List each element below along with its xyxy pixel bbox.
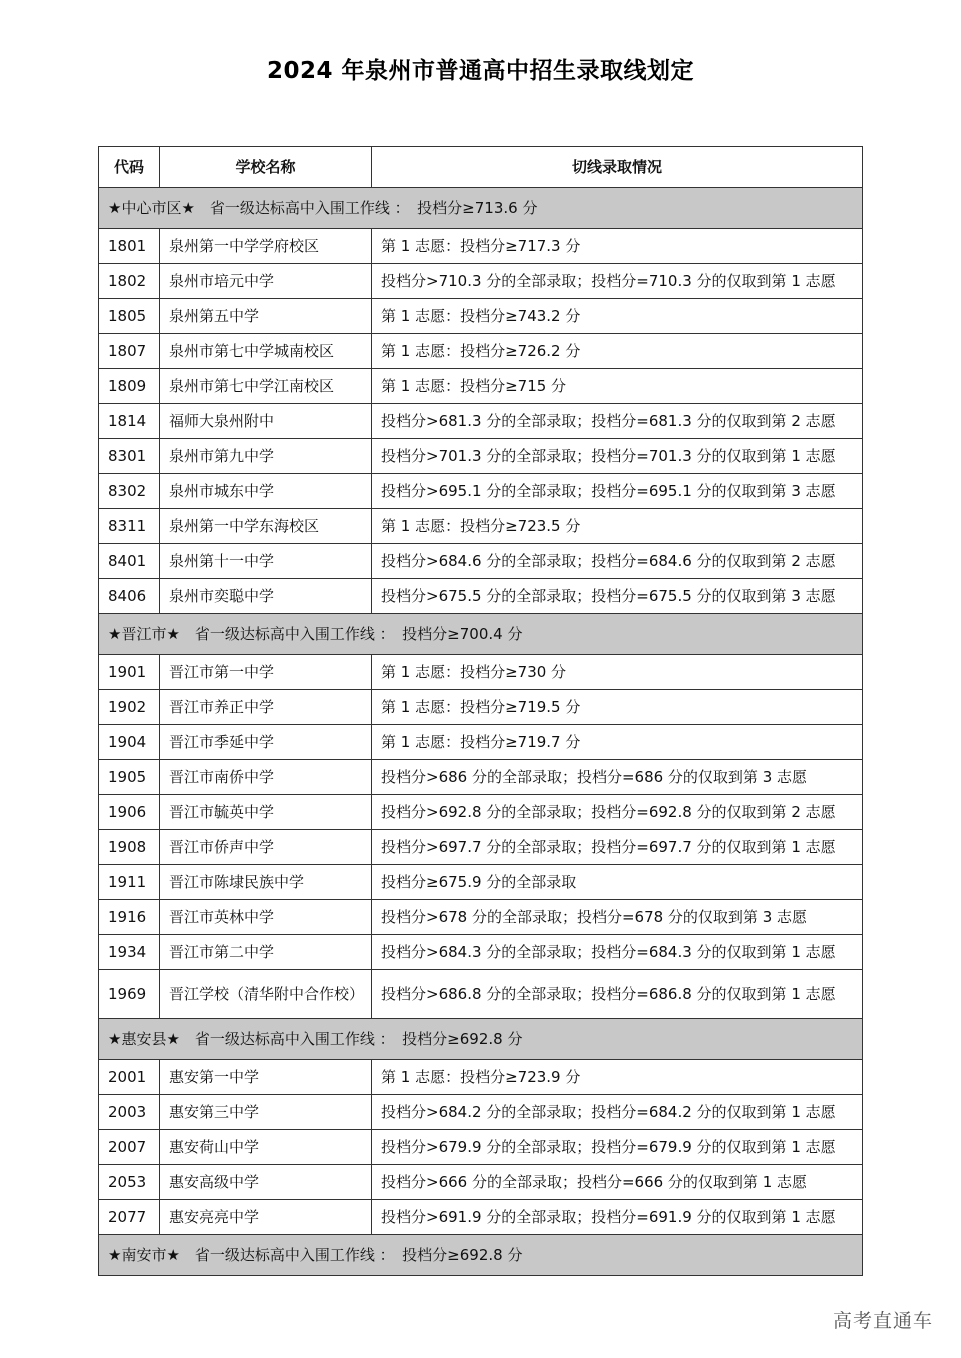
table-body <box>99 188 863 1276</box>
admission-detail-cell: 投档分>710.3 分的全部录取；投档分=710.3 分的仅取到第 1 志愿 <box>372 264 863 299</box>
admission-detail-cell: 第 1 志愿：投档分≥726.2 分 <box>372 334 863 369</box>
school-code-cell: 1901 <box>99 655 160 690</box>
table-row <box>99 1200 863 1235</box>
school-code-cell: 8311 <box>99 509 160 544</box>
table-row <box>99 439 863 474</box>
table-row <box>99 935 863 970</box>
school-code-cell: 2003 <box>99 1095 160 1130</box>
section-row <box>99 614 863 655</box>
table-row <box>99 1060 863 1095</box>
table-row <box>99 795 863 830</box>
header-admission-detail: 切线录取情况 <box>372 147 863 188</box>
table-row <box>99 579 863 614</box>
table-row <box>99 865 863 900</box>
school-code-cell: 2053 <box>99 1165 160 1200</box>
school-code-cell: 1805 <box>99 299 160 334</box>
admission-detail-cell: 投档分>701.3 分的全部录取；投档分=701.3 分的仅取到第 1 志愿 <box>372 439 863 474</box>
table-row <box>99 264 863 299</box>
header-code: 代码 <box>99 147 160 188</box>
table-row <box>99 299 863 334</box>
school-name-cell: 晋江市侨声中学 <box>160 830 372 865</box>
school-name-cell: 泉州第一中学东海校区 <box>160 509 372 544</box>
admission-detail-cell: 投档分>678 分的全部录取；投档分=678 分的仅取到第 3 志愿 <box>372 900 863 935</box>
section-row <box>99 1235 863 1276</box>
section-label: ★晋江市★ 省一级达标高中入围工作线 ： 投档分≥700.4 分 <box>99 614 863 655</box>
table-row <box>99 369 863 404</box>
school-name-cell: 福师大泉州附中 <box>160 404 372 439</box>
table-row <box>99 1130 863 1165</box>
admission-detail-cell: 投档分>684.2 分的全部录取；投档分=684.2 分的仅取到第 1 志愿 <box>372 1095 863 1130</box>
admission-detail-cell: 投档分>686 分的全部录取；投档分=686 分的仅取到第 3 志愿 <box>372 760 863 795</box>
admission-detail-cell: 投档分≥675.9 分的全部录取 <box>372 865 863 900</box>
table-row <box>99 1165 863 1200</box>
school-code-cell: 8302 <box>99 474 160 509</box>
school-code-cell: 1969 <box>99 970 160 1019</box>
school-name-cell: 泉州市城东中学 <box>160 474 372 509</box>
admission-detail-cell: 投档分>695.1 分的全部录取；投档分=695.1 分的仅取到第 3 志愿 <box>372 474 863 509</box>
school-name-cell: 泉州市奕聪中学 <box>160 579 372 614</box>
school-name-cell: 晋江市第一中学 <box>160 655 372 690</box>
school-name-cell: 晋江市第二中学 <box>160 935 372 970</box>
table-row <box>99 725 863 760</box>
school-name-cell: 泉州市第九中学 <box>160 439 372 474</box>
admission-detail-cell: 投档分>691.9 分的全部录取；投档分=691.9 分的仅取到第 1 志愿 <box>372 1200 863 1235</box>
school-code-cell: 8301 <box>99 439 160 474</box>
school-name-cell: 惠安荷山中学 <box>160 1130 372 1165</box>
school-code-cell: 1911 <box>99 865 160 900</box>
admission-detail-cell: 投档分>675.5 分的全部录取；投档分=675.5 分的仅取到第 3 志愿 <box>372 579 863 614</box>
table-row <box>99 900 863 935</box>
section-label: ★南安市★ 省一级达标高中入围工作线 ： 投档分≥692.8 分 <box>99 1235 863 1276</box>
school-name-cell: 惠安亮亮中学 <box>160 1200 372 1235</box>
section-label: ★中心市区★ 省一级达标高中入围工作线 ： 投档分≥713.6 分 <box>99 188 863 229</box>
admission-detail-cell: 第 1 志愿：投档分≥730 分 <box>372 655 863 690</box>
table-row <box>99 655 863 690</box>
school-name-cell: 泉州第十一中学 <box>160 544 372 579</box>
table-row <box>99 229 863 264</box>
admission-detail-cell: 投档分>686.8 分的全部录取；投档分=686.8 分的仅取到第 1 志愿 <box>372 970 863 1019</box>
school-name-cell: 晋江学校（清华附中合作校） <box>160 970 372 1019</box>
section-row <box>99 1019 863 1060</box>
header-school-name: 学校名称 <box>160 147 372 188</box>
school-code-cell: 2001 <box>99 1060 160 1095</box>
school-name-cell: 泉州市第七中学城南校区 <box>160 334 372 369</box>
school-code-cell: 1801 <box>99 229 160 264</box>
school-name-cell: 晋江市毓英中学 <box>160 795 372 830</box>
admission-detail-cell: 第 1 志愿：投档分≥723.5 分 <box>372 509 863 544</box>
admission-detail-cell: 第 1 志愿：投档分≥715 分 <box>372 369 863 404</box>
admission-detail-cell: 投档分>692.8 分的全部录取；投档分=692.8 分的仅取到第 2 志愿 <box>372 795 863 830</box>
admission-detail-cell: 第 1 志愿：投档分≥717.3 分 <box>372 229 863 264</box>
school-name-cell: 惠安第三中学 <box>160 1095 372 1130</box>
section-label: ★惠安县★ 省一级达标高中入围工作线 ： 投档分≥692.8 分 <box>99 1019 863 1060</box>
table-row <box>99 760 863 795</box>
school-code-cell: 1934 <box>99 935 160 970</box>
school-code-cell: 1809 <box>99 369 160 404</box>
school-name-cell: 晋江市陈埭民族中学 <box>160 865 372 900</box>
school-name-cell: 惠安高级中学 <box>160 1165 372 1200</box>
table-header-row <box>99 147 863 188</box>
table-row <box>99 690 863 725</box>
table-row <box>99 474 863 509</box>
school-code-cell: 1916 <box>99 900 160 935</box>
school-name-cell: 泉州第一中学学府校区 <box>160 229 372 264</box>
table-row <box>99 544 863 579</box>
school-name-cell: 晋江市养正中学 <box>160 690 372 725</box>
admission-detail-cell: 投档分>684.3 分的全部录取；投档分=684.3 分的仅取到第 1 志愿 <box>372 935 863 970</box>
admission-detail-cell: 第 1 志愿：投档分≥719.5 分 <box>372 690 863 725</box>
table-row <box>99 334 863 369</box>
admission-detail-cell: 投档分>666 分的全部录取；投档分=666 分的仅取到第 1 志愿 <box>372 1165 863 1200</box>
table-row <box>99 509 863 544</box>
admission-detail-cell: 投档分>679.9 分的全部录取；投档分=679.9 分的仅取到第 1 志愿 <box>372 1130 863 1165</box>
school-code-cell: 1814 <box>99 404 160 439</box>
admission-table <box>98 146 863 1276</box>
school-code-cell: 1802 <box>99 264 160 299</box>
table-row <box>99 1095 863 1130</box>
school-name-cell: 泉州第五中学 <box>160 299 372 334</box>
table-row <box>99 830 863 865</box>
school-code-cell: 1908 <box>99 830 160 865</box>
school-name-cell: 泉州市培元中学 <box>160 264 372 299</box>
school-name-cell: 晋江市南侨中学 <box>160 760 372 795</box>
school-name-cell: 晋江市英林中学 <box>160 900 372 935</box>
school-code-cell: 1905 <box>99 760 160 795</box>
school-code-cell: 1906 <box>99 795 160 830</box>
watermark: 高考直通车 <box>832 1310 933 1332</box>
school-code-cell: 1902 <box>99 690 160 725</box>
admission-detail-cell: 投档分>697.7 分的全部录取；投档分=697.7 分的仅取到第 1 志愿 <box>372 830 863 865</box>
school-code-cell: 8401 <box>99 544 160 579</box>
table-row <box>99 970 863 1019</box>
admission-detail-cell: 第 1 志愿：投档分≥723.9 分 <box>372 1060 863 1095</box>
school-code-cell: 2077 <box>99 1200 160 1235</box>
admission-detail-cell: 投档分>684.6 分的全部录取；投档分=684.6 分的仅取到第 2 志愿 <box>372 544 863 579</box>
school-name-cell: 泉州市第七中学江南校区 <box>160 369 372 404</box>
school-code-cell: 1904 <box>99 725 160 760</box>
admission-detail-cell: 第 1 志愿：投档分≥743.2 分 <box>372 299 863 334</box>
school-code-cell: 1807 <box>99 334 160 369</box>
page-title: 2024 年泉州市普通高中招生录取线划定 <box>266 58 695 84</box>
school-code-cell: 8406 <box>99 579 160 614</box>
school-code-cell: 2007 <box>99 1130 160 1165</box>
admission-detail-cell: 投档分>681.3 分的全部录取；投档分=681.3 分的仅取到第 2 志愿 <box>372 404 863 439</box>
school-name-cell: 晋江市季延中学 <box>160 725 372 760</box>
table-row <box>99 404 863 439</box>
admission-detail-cell: 第 1 志愿：投档分≥719.7 分 <box>372 725 863 760</box>
section-row <box>99 188 863 229</box>
school-name-cell: 惠安第一中学 <box>160 1060 372 1095</box>
